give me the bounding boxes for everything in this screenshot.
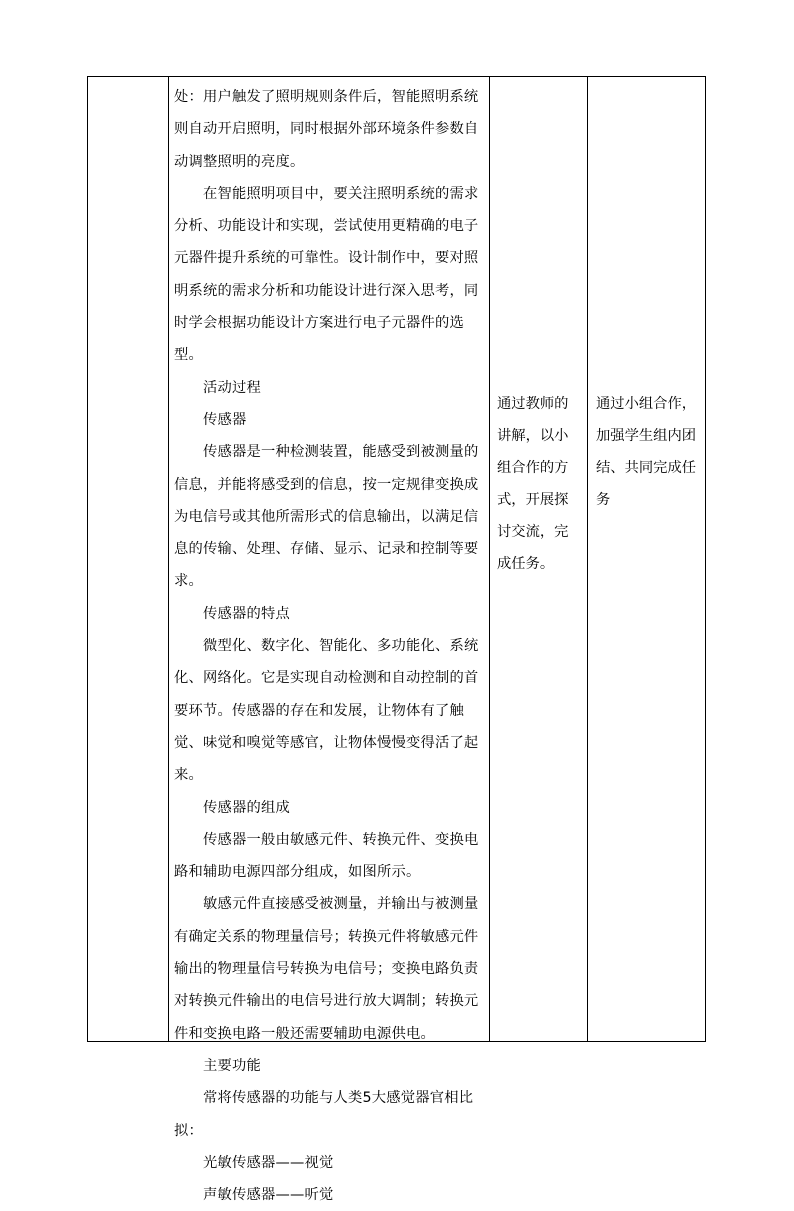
column-divider <box>168 77 169 1041</box>
content-paragraph: 处：用户触发了照明规则条件后，智能照明系统则自动开启照明，同时根据外部环境条件参数自动调整照明的亮度。 <box>174 89 479 170</box>
teacher-activity-cell: 通过教师的讲解，以小组合作的方式，开展探讨交流，完成任务。 <box>497 396 569 572</box>
content-paragraph: 敏感元件直接感受被测量，并输出与被测量有确定关系的物理量信号；转换元件将敏感元件输出的物理量信号转换为电信号；变换电路负责对转换元件输出的电信号进行放大调制；转换元件和变换电路一般还需要辅助电源供电。 <box>174 896 479 1042</box>
column-divider <box>587 77 588 1041</box>
design-intent-cell: 通过小组合作，加强学生组内团结、共同完成任务 <box>596 396 697 508</box>
content-paragraph: 声敏传感器——听觉 <box>203 1187 334 1204</box>
lesson-content-cell <box>170 77 490 1211</box>
content-paragraph: 常将传感器的功能与人类5大感觉器官相比拟： <box>174 1090 474 1139</box>
content-paragraph: 微型化、数字化、智能化、多功能化、系统化、网络化。它是实现自动检测和自动控制的首要环节。传感器的存在和发展，让物体有了触觉、味觉和嗅觉等感官，让物体慢慢变得活了起来。 <box>174 638 479 784</box>
content-paragraph: 光敏传感器——视觉 <box>203 1154 334 1171</box>
content-paragraph: 主要功能 <box>203 1057 261 1074</box>
content-paragraph: 活动过程 <box>203 379 261 396</box>
content-paragraph: 在智能照明项目中，要关注照明系统的需求分析、功能设计和实现，尝试使用更精确的电子元器件提升系统的可靠性。设计制作中，要对照明系统的需求分析和功能设计进行深入思考，同时学会根据功能设计方案进行电子元器件的选型。 <box>174 185 479 364</box>
content-paragraph: 传感器是一种检测装置，能感受到被测量的信息，并能将感受到的信息，按一定规律变换成为电信号或其他所需形式的信息输出，以满足信息的传输、处理、存储、显示、记录和控制等要求。 <box>174 444 479 590</box>
content-paragraph: 传感器一般由敏感元件、转换元件、变换电路和辅助电源四部分组成，如图所示。 <box>174 831 479 881</box>
lesson-table <box>87 76 706 1204</box>
content-paragraph: 传感器的组成 <box>203 799 290 816</box>
content-paragraph: 传感器的特点 <box>203 605 290 622</box>
content-paragraph: 传感器 <box>203 411 247 428</box>
